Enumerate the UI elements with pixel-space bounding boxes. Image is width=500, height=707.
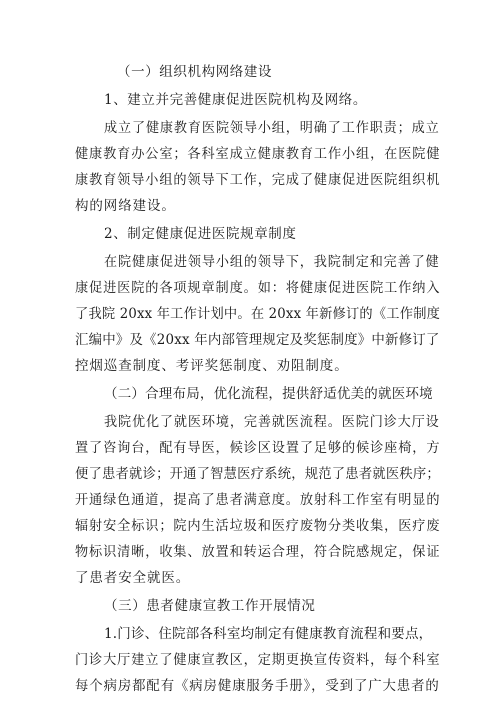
paragraph-line: 开通绿色通道，提高了患者满意度。放射科工作室有明显的 (75, 492, 441, 508)
paragraph-line: 了患者安全就医。 (75, 570, 191, 586)
paragraph-line: 康教育领导小组的领导下工作，完成了健康促进医院组织机 (75, 172, 441, 188)
paragraph-line: 我院优化了就医环境，完善就医流程。医院门诊大厅设 (104, 414, 440, 430)
paragraph-line: 构的网络建设。 (75, 198, 176, 214)
paragraph-line: 康促进医院的各项规章制度。如：将健康促进医院工作纳入 (75, 280, 441, 296)
paragraph-line: 了我院 20xx 年工作计划中。在 20xx 年新修订的《工作制度 (75, 306, 441, 322)
paragraph-line: 每个病房都配有《病房健康服务手册》，受到了广大患者的 (75, 678, 440, 694)
paragraph-line: 在院健康促进领导小组的领导下，我院制定和完善了健 (104, 254, 440, 270)
paragraph-line: 置了咨询台，配有导医，候诊区设置了足够的候诊座椅，方 (75, 440, 441, 456)
paragraph-line: 健康教育办公室；各科室成立健康教育工作小组，在医院健 (75, 146, 441, 162)
paragraph-line: 物标识清晰，收集、放置和转运合理，符合院感规定，保证 (75, 544, 441, 560)
paragraph-line: 辐射安全标识；院内生活垃圾和医疗废物分类收集，医疗废 (75, 518, 441, 534)
paragraph-line: 1.门诊、住院部各科室均制定有健康教育流程和要点， (104, 626, 433, 642)
heading-line: （一）组织机构网络建设 (117, 64, 273, 80)
subheading-line: 2、制定健康促进医院规章制度 (104, 226, 297, 242)
paragraph-line: 便了患者就诊；开通了智慧医疗系统，规范了患者就医秩序； (75, 466, 440, 482)
paragraph-line: 成立了健康教育医院领导小组，明确了工作职责；成立 (104, 120, 440, 136)
paragraph-line: 门诊大厅建立了健康宣教区，定期更换宣传资料，每个科室 (75, 652, 441, 668)
heading-line: （二）合理布局，优化流程，提供舒适优美的就医环境 (104, 386, 433, 402)
paragraph-line: 控烟巡查制度、考评奖惩制度、劝阻制度。 (75, 358, 349, 374)
heading-line: （三）患者健康宣教工作开展情况 (104, 598, 316, 614)
paragraph-line: 汇编中》及《20xx 年内部管理规定及奖惩制度》中新修订了 (75, 332, 440, 348)
subheading-line: 1、建立并完善健康促进医院机构及网络。 (104, 92, 367, 108)
